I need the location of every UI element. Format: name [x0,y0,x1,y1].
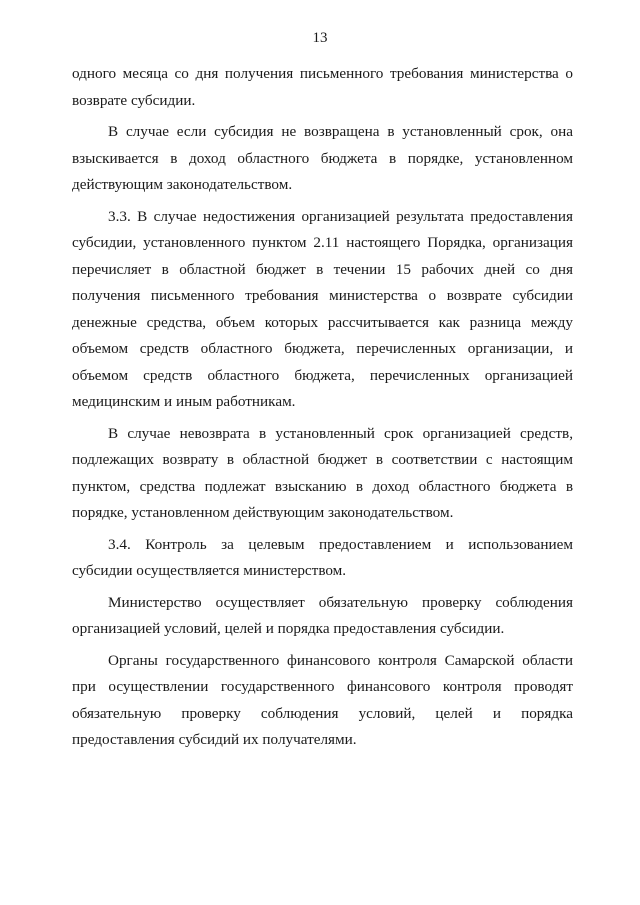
paragraph-financial-control: Органы государственного финансового контроля Самарской области при осуществлении государственного финансового контроля проводят обязательную проверку соблюдения условий, целей и порядка предоставления субсидий их получателями. [72,651,573,748]
paragraph-refund-collection: В случае если субсидия не возвращена в установленный срок, она взыскивается в доход областного бюджета в порядке, установленном действующим законодательством. [72,123,573,193]
page-number: 13 [312,30,328,46]
paragraph-non-return: В случае невозврата в установленный срок организацией средств, подлежащих возврату в областной бюджет в соответствии с настоящим пунктом, средства подлежат взысканию в доход областного бюджета в порядке, установленном действующим законодательством. [72,424,573,521]
paragraph-ministry-check: Министерство осуществляет обязательную проверку соблюдения организацией условий, целей и порядка предоставления субсидии. [72,593,573,637]
paragraph-continuation: одного месяца со дня получения письменного требования министерства о возврате субсидии. [72,65,573,109]
paragraph-3-3: 3.3. В случае недостижения организацией результата предоставления субсидии, установленного пунктом 2.11 настоящего Порядка, организация перечисляет в областной бюджет в течении 15 рабочих дней со дня получения письменного требования министерства о возврате субсидии денежные средства, объем которых рассчитывается как разница между объемом средств областного бюджета, перечисленных организации, и объемом средств областного бюджета, перечисленных организацией медицинским и иным работникам. [72,207,573,410]
document-body [72,61,573,759]
paragraph-3-4: 3.4. Контроль за целевым предоставлением и использованием субсидии осуществляется министерством. [72,535,573,579]
